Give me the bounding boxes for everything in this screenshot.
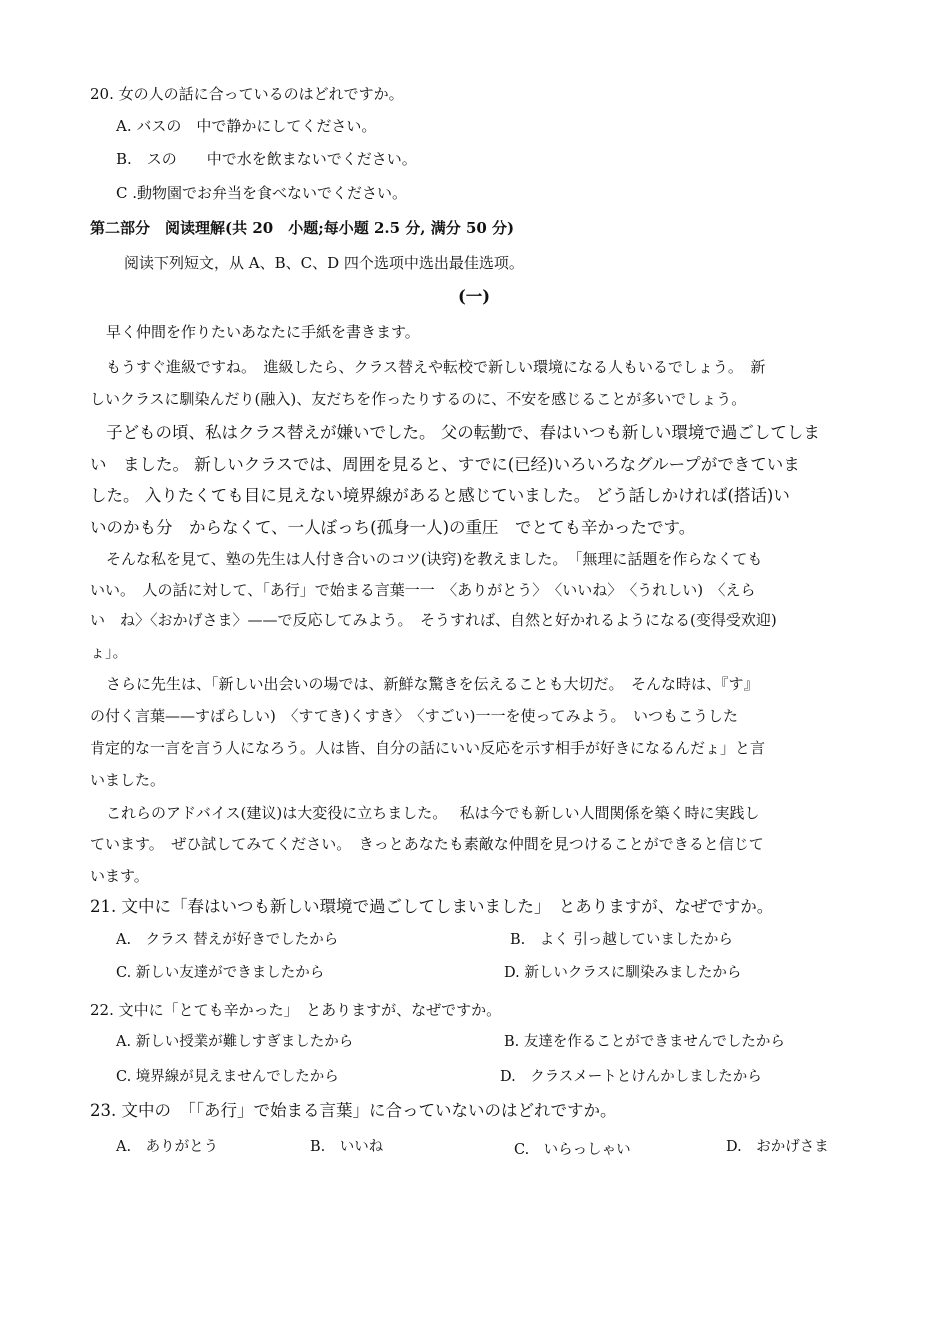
passage-line: しいクラスに馴染んだり(融入)、友だちを作ったりするのに、不安を感じることが多いでしょう。 — [90, 390, 747, 408]
passage-line: した。 入りたくても目に見えない境界線があると感じていました。 どう話しかければ(搭话)い — [90, 486, 790, 505]
passage-line: さらに先生は、「新しい出会いの場では、新鮮な驚きを伝えることも大切だ。 そんな時は、『す』 — [106, 675, 759, 693]
section-instruction: 阅读下列短文，从 A、B、C、D 四个选项中选出最佳选项。 — [124, 254, 524, 272]
passage-line: います。 — [90, 867, 149, 885]
passage-line: い ました。 新しいクラスでは、周囲を見ると、すでに(已经)いろいろなグループができていま — [90, 455, 800, 474]
q21-option-d: D. 新しいクラスに馴染みましたから — [504, 965, 742, 981]
q23-option-d: D. おかげさま — [726, 1139, 829, 1155]
passage-line: これらのアドバイス(建议)は大変役に立ちました。 私は今でも新しい人間関係を築く時に実践し — [106, 804, 760, 822]
q21-option-c: C. 新しい友達ができましたから — [116, 965, 325, 981]
q20-option-a: A. バスの 中で静かにしてください。 — [116, 117, 377, 135]
q22-option-a: A. 新しい授業が難しすぎましたから — [116, 1034, 354, 1050]
passage-line: い ね〉〈おかげさま〉——で反応してみよう。 そうすれば、自然と好かれるようになる(变得受欢迎) — [90, 611, 777, 629]
passage-line: 子どもの頃、私はクラス替えが嫌いでした。 父の転勤で、春はいつも新しい環境で過ごしてしま — [106, 423, 820, 442]
q22-stem: 22. 文中に「とても辛かった」 とありますが、なぜですか。 — [90, 1001, 502, 1019]
section-heading: 第二部分 阅读理解(共 20 小题;每小题 2.5 分, 满分 50 分) — [90, 219, 515, 237]
passage-line: ょ」。 — [90, 643, 128, 661]
q20-stem: 20. 女の人の話に合っているのはどれですか。 — [90, 85, 404, 103]
passage-line: ています。 ぜひ試してみてください。 きっとあなたも素敵な仲間を見つけることができると信じて — [90, 835, 764, 853]
passage-line: いのかも分 からなくて、一人ぼっち(孤身一人)の重圧 でとても辛かったです。 — [90, 518, 696, 537]
passage-line: の付く言葉——すばらしい) 〈すてき)くすき〉 〈すごい)一一を使ってみよう。 いつもこうした — [90, 707, 739, 725]
passage-number: (一) — [458, 287, 491, 306]
q22-option-c: C. 境界線が見えませんでしたから — [116, 1069, 339, 1085]
passage-line: いました。 — [90, 771, 166, 789]
passage-line: いい。 人の話に対して、「あ行」で始まる言葉一一 〈ありがとう〉 〈いいね〉 〈うれしい) 〈えら — [90, 581, 756, 599]
q23-option-c: C. いらっしゃい — [514, 1142, 631, 1158]
passage-line: もうすぐ進級ですね。 進級したら、クラス替えや転校で新しい環境になる人もいるでしょう。 新 — [106, 358, 766, 376]
q20-option-b: B. スの 中で水を飲まないでください。 — [116, 150, 417, 168]
q23-option-a: A. ありがとう — [116, 1139, 219, 1155]
passage-line: 早く仲間を作りたいあなたに手紙を書きます。 — [106, 323, 420, 341]
q23-stem: 23. 文中の 「「あ行」で始まる言葉」に合っていないのはどれですか。 — [90, 1101, 617, 1120]
q21-option-a: A. クラス 替えが好きでしたから — [116, 932, 339, 948]
q21-stem: 21. 文中に「春はいつも新しい環境で過ごしてしまいました」 とありますが、なぜですか。 — [90, 897, 774, 916]
q22-option-b: B. 友達を作ることができませんでしたから — [504, 1034, 785, 1050]
q20-option-c: C .動物園でお弁当を食べないでください。 — [116, 184, 408, 202]
q22-option-d: D. クラスメートとけんかしましたから — [500, 1069, 762, 1085]
q21-option-b: B. よく 引っ越していましたから — [510, 932, 733, 948]
q23-option-b: B. いいね — [310, 1139, 384, 1155]
passage-line: 肯定的な一言を言う人になろう。人は皆、自分の話にいい反応を示す相手が好きになるんだょ」と言 — [90, 739, 766, 757]
passage-line: そんな私を見て、塾の先生は人付き合いのコツ(诀窍)を教えました。 「無理に話題を作らなくても — [106, 550, 763, 568]
